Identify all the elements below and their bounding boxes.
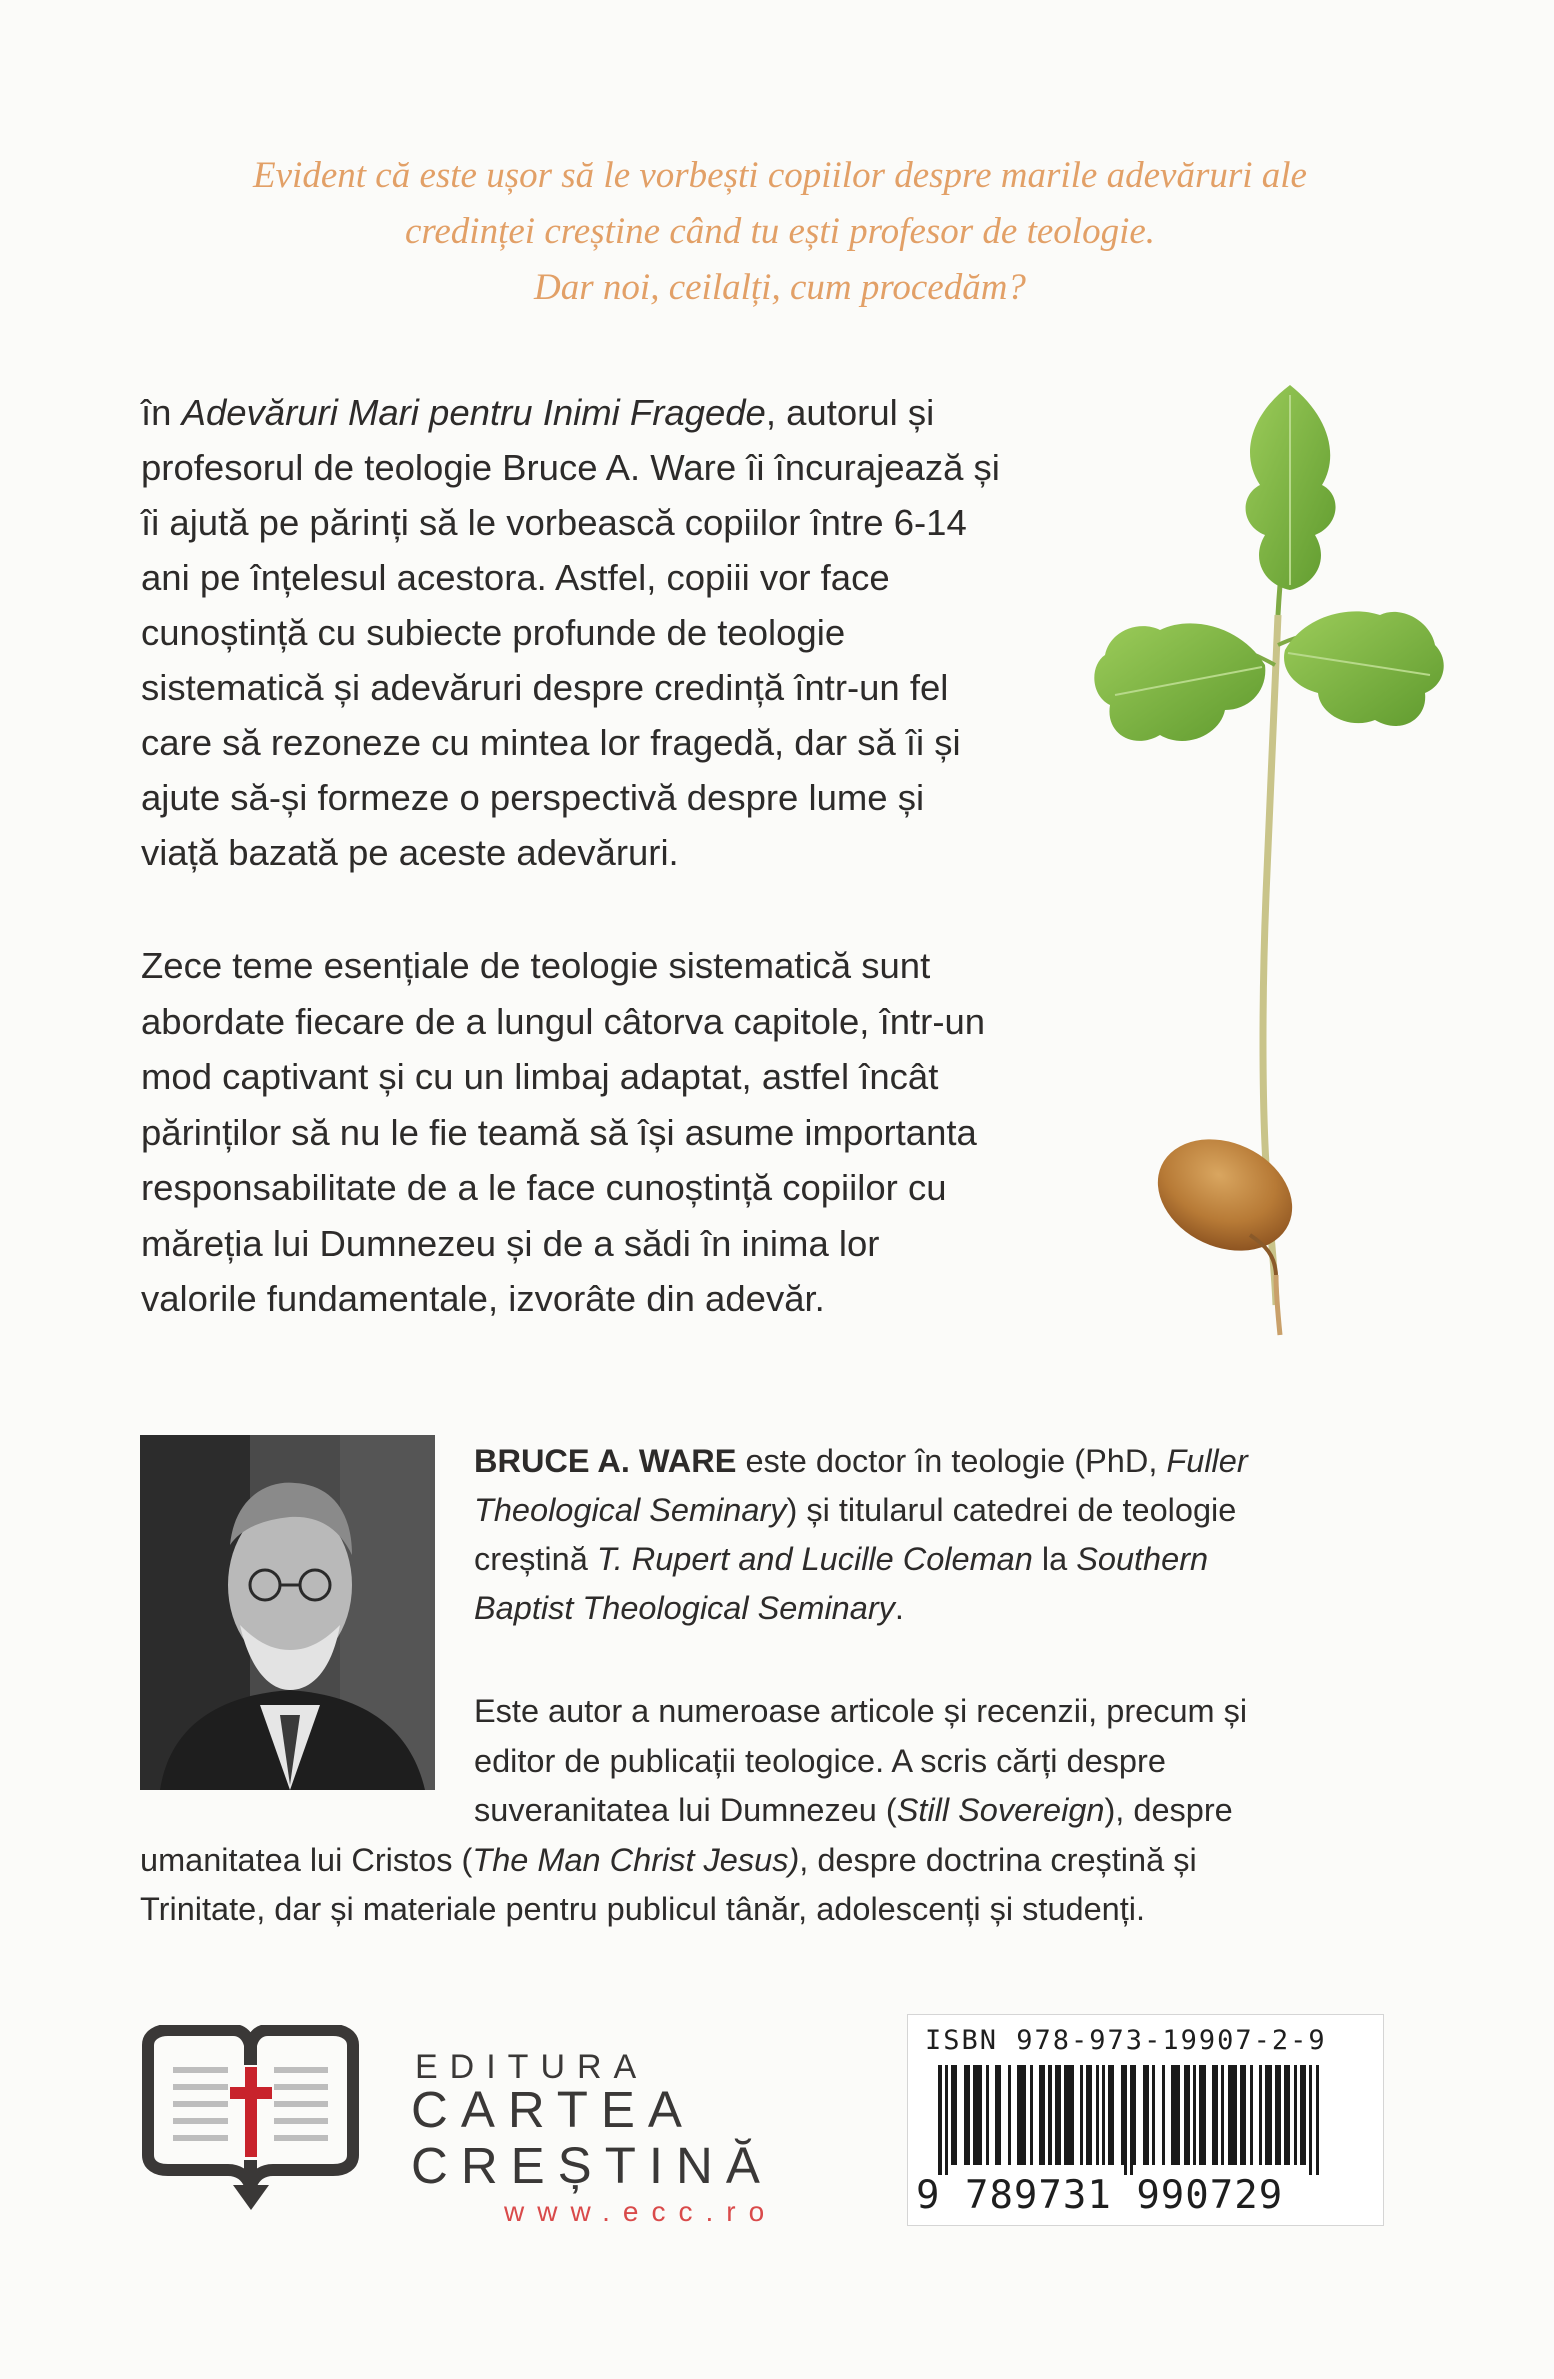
- text-line: îi ajută pe părinți să le vorbească copiilor între 6-14: [141, 502, 967, 543]
- barcode-bar: [1212, 2065, 1215, 2165]
- text-span: ) și titularul catedrei de teologie: [786, 1492, 1237, 1528]
- barcode-bar: [1055, 2065, 1058, 2165]
- text-line: măreția lui Dumnezeu și de a sădi în inima lor: [141, 1222, 880, 1264]
- quote-line: Evident că este ușor să le vorbești copiilor despre marile adevăruri ale: [253, 155, 1307, 196]
- cartea-crestina-logo-icon: [138, 2025, 363, 2215]
- barcode-bar: [1042, 2065, 1045, 2165]
- barcode-bar: [1309, 2065, 1312, 2175]
- barcode-bar: [1143, 2065, 1146, 2165]
- isbn-barcode: [907, 2014, 1384, 2226]
- barcode-bar: [1108, 2065, 1111, 2165]
- barcode-bar: [1268, 2065, 1272, 2165]
- barcode-bar: [1070, 2065, 1074, 2165]
- text-line: [474, 1437, 1384, 1486]
- barcode-bar: [967, 2065, 970, 2165]
- barcode-bar: [1231, 2065, 1234, 2165]
- author-bio-paragraph-1: [474, 1437, 1384, 1633]
- barcode-bar: [1250, 2065, 1253, 2165]
- text-span: , despre doctrina creștină și: [799, 1841, 1197, 1878]
- barcode-bar: [976, 2065, 979, 2165]
- text-line: editor de publicații teologice. A scris cărți despre: [474, 1742, 1166, 1779]
- text-line: profesorul de teologie Bruce A. Ware îi încurajează și: [141, 447, 1000, 488]
- barcode-bar: [1048, 2065, 1052, 2165]
- barcode-bar: [1278, 2065, 1281, 2165]
- barcode-bar: [1017, 2065, 1020, 2165]
- text-line: Zece teme esențiale de teologie sistematică sunt: [141, 945, 931, 986]
- barcode-bar: [1228, 2065, 1231, 2165]
- text-span: ), despre: [1104, 1792, 1233, 1828]
- barcode-bar: [1111, 2065, 1114, 2165]
- barcode-bar: [1184, 2065, 1187, 2165]
- text-line: sistematică și adevăruri despre credință într-un fel: [141, 667, 949, 708]
- author-portrait-graphic: [140, 1435, 435, 1790]
- barcode-bar: [979, 2065, 982, 2165]
- text-line: cunoștință cu subiecte profunde de teologie: [141, 612, 846, 653]
- barcode-bar: [1259, 2065, 1262, 2165]
- text-line: viață bazată pe aceste adevăruri.: [141, 832, 679, 873]
- barcode-bar: [1124, 2065, 1127, 2175]
- barcode-bar: [1146, 2065, 1149, 2165]
- barcode-bar: [1275, 2065, 1278, 2165]
- barcode-bar: [1199, 2065, 1202, 2165]
- barcode-bar: [1067, 2065, 1070, 2165]
- quote-line: credinței creștine când tu ești profesor de teologie.: [404, 211, 1156, 252]
- barcode-bar: [1008, 2065, 1011, 2165]
- publisher-name-line: CARTEA: [411, 2081, 695, 2138]
- barcode-bar: [1177, 2065, 1180, 2165]
- barcode-bar: [1215, 2065, 1218, 2165]
- text-line: valorile fundamentale, izvorâte din adevăr.: [141, 1278, 825, 1319]
- barcode-bar: [1089, 2065, 1092, 2165]
- barcode-bar: [1030, 2065, 1033, 2165]
- barcode-bar: [986, 2065, 989, 2165]
- author-name: BRUCE A. WARE: [474, 1443, 737, 1479]
- quote-line: Dar noi, ceilalți, cum procedăm?: [534, 267, 1026, 308]
- text-line: [474, 1786, 1384, 1836]
- text-span: .: [894, 1590, 904, 1626]
- barcode-bar: [1133, 2065, 1136, 2165]
- text-line: [474, 1486, 1384, 1535]
- barcode-bar: [995, 2065, 998, 2165]
- text-line: [141, 385, 1141, 440]
- publisher-website-link[interactable]: www.ecc.ro: [504, 2196, 778, 2227]
- text-span: Theological Seminary: [474, 1492, 787, 1528]
- barcode-bar: [954, 2065, 957, 2165]
- text-span: este doctor în teologie (PhD,: [736, 1443, 1167, 1479]
- description-paragraph-2: [141, 938, 1141, 1327]
- text-line: [474, 1535, 1384, 1584]
- barcode-bar: [1023, 2065, 1026, 2165]
- barcode-bar: [1240, 2065, 1243, 2165]
- text-span: Baptist Theological Seminary: [474, 1590, 895, 1626]
- author-bio-paragraph-2: [140, 1687, 1384, 1935]
- text-span: T. Rupert and Lucille Coleman: [596, 1541, 1033, 1577]
- barcode-bar: [1058, 2065, 1061, 2165]
- publisher-label: EDITURA: [415, 2048, 649, 2086]
- barcode-bar: [973, 2065, 976, 2165]
- barcode-bar: [1300, 2065, 1303, 2165]
- barcode-bar: [1130, 2065, 1133, 2175]
- text-line: abordate fiecare de a lungul câtorva capitole, într-un: [141, 1000, 986, 1042]
- barcode-bar: [1202, 2065, 1206, 2165]
- barcode-bar: [951, 2065, 954, 2165]
- text-span: la: [1032, 1541, 1077, 1577]
- text-line: ajute să-și formeze o perspectivă despre lume și: [141, 777, 925, 818]
- barcode-bar: [945, 2065, 948, 2175]
- isbn-number: ISBN 978-973-19907-2-9: [925, 2025, 1327, 2056]
- barcode-bar: [1020, 2065, 1023, 2165]
- barcode-bar: [964, 2065, 967, 2165]
- text-line: ani pe înțelesul acestora. Astfel, copiii vor face: [141, 557, 890, 598]
- publisher-name-line: CREȘTINĂ: [411, 2137, 773, 2194]
- barcode-bar: [1064, 2065, 1067, 2165]
- book-title: Adevăruri Mari pentru Inimi Fragede: [181, 392, 766, 433]
- barcode-bar: [1121, 2065, 1124, 2165]
- publisher-name: [411, 2082, 773, 2194]
- barcode-bar: [1294, 2065, 1297, 2165]
- barcode-bar: [1174, 2065, 1177, 2165]
- text-span: , autorul și: [765, 392, 935, 433]
- text-span: The Man Christ Jesus): [472, 1841, 800, 1878]
- text-line: Trinitate, dar și materiale pentru publicul tânăr, adolescenți și studenți.: [140, 1891, 1146, 1927]
- tagline-quote: [140, 148, 1420, 316]
- barcode-bars: [918, 2065, 1373, 2175]
- barcode-bar: [1303, 2065, 1306, 2165]
- text-line: mod captivant și cu un limbaj adaptat, astfel încât: [141, 1056, 939, 1097]
- author-photo: [140, 1435, 435, 1790]
- barcode-bar: [938, 2065, 942, 2175]
- oak-seedling-icon: [1090, 375, 1450, 1370]
- text-span: Still Sovereign: [896, 1792, 1105, 1828]
- barcode-bar: [1102, 2065, 1105, 2165]
- barcode-bar: [1096, 2065, 1099, 2165]
- barcode-bar: [1171, 2065, 1174, 2165]
- barcode-bar: [1284, 2065, 1287, 2165]
- barcode-bar: [1193, 2065, 1196, 2165]
- text-line: părinților să nu le fie teamă să își asume importanta: [141, 1111, 977, 1153]
- barcode-bar: [1162, 2065, 1165, 2165]
- barcode-bar: [1316, 2065, 1319, 2175]
- barcode-bar: [1080, 2065, 1083, 2165]
- text-line: Este autor a numeroase articole și recenzii, precum și: [474, 1693, 1248, 1729]
- barcode-bar: [1234, 2065, 1237, 2165]
- text-line: [140, 1836, 1384, 1886]
- text-line: [474, 1584, 1384, 1633]
- barcode-digits: 9 789731 990729: [916, 2173, 1284, 2218]
- text-line: care să rezoneze cu mintea lor fragedă, dar să îi și: [141, 722, 961, 763]
- text-span: suveranitatea lui Dumnezeu (: [474, 1792, 897, 1828]
- barcode-bar: [1152, 2065, 1155, 2165]
- barcode-bar: [998, 2065, 1001, 2165]
- text-span: Southern: [1076, 1541, 1209, 1577]
- barcode-bar: [1221, 2065, 1224, 2165]
- text-span: umanitatea lui Cristos (: [140, 1841, 473, 1878]
- barcode-bar: [1086, 2065, 1089, 2165]
- barcode-bar: [1287, 2065, 1290, 2165]
- barcode-bar: [1039, 2065, 1042, 2165]
- description-paragraph-1: [141, 385, 1141, 880]
- barcode-bar: [1265, 2065, 1268, 2165]
- text-span: Fuller: [1166, 1443, 1248, 1479]
- text-line: responsabilitate de a le face cunoștință copiilor cu: [141, 1167, 947, 1208]
- text-span: în: [141, 392, 182, 433]
- text-span: creștină: [474, 1541, 597, 1577]
- barcode-bar: [1243, 2065, 1246, 2165]
- barcode-bar: [1187, 2065, 1190, 2165]
